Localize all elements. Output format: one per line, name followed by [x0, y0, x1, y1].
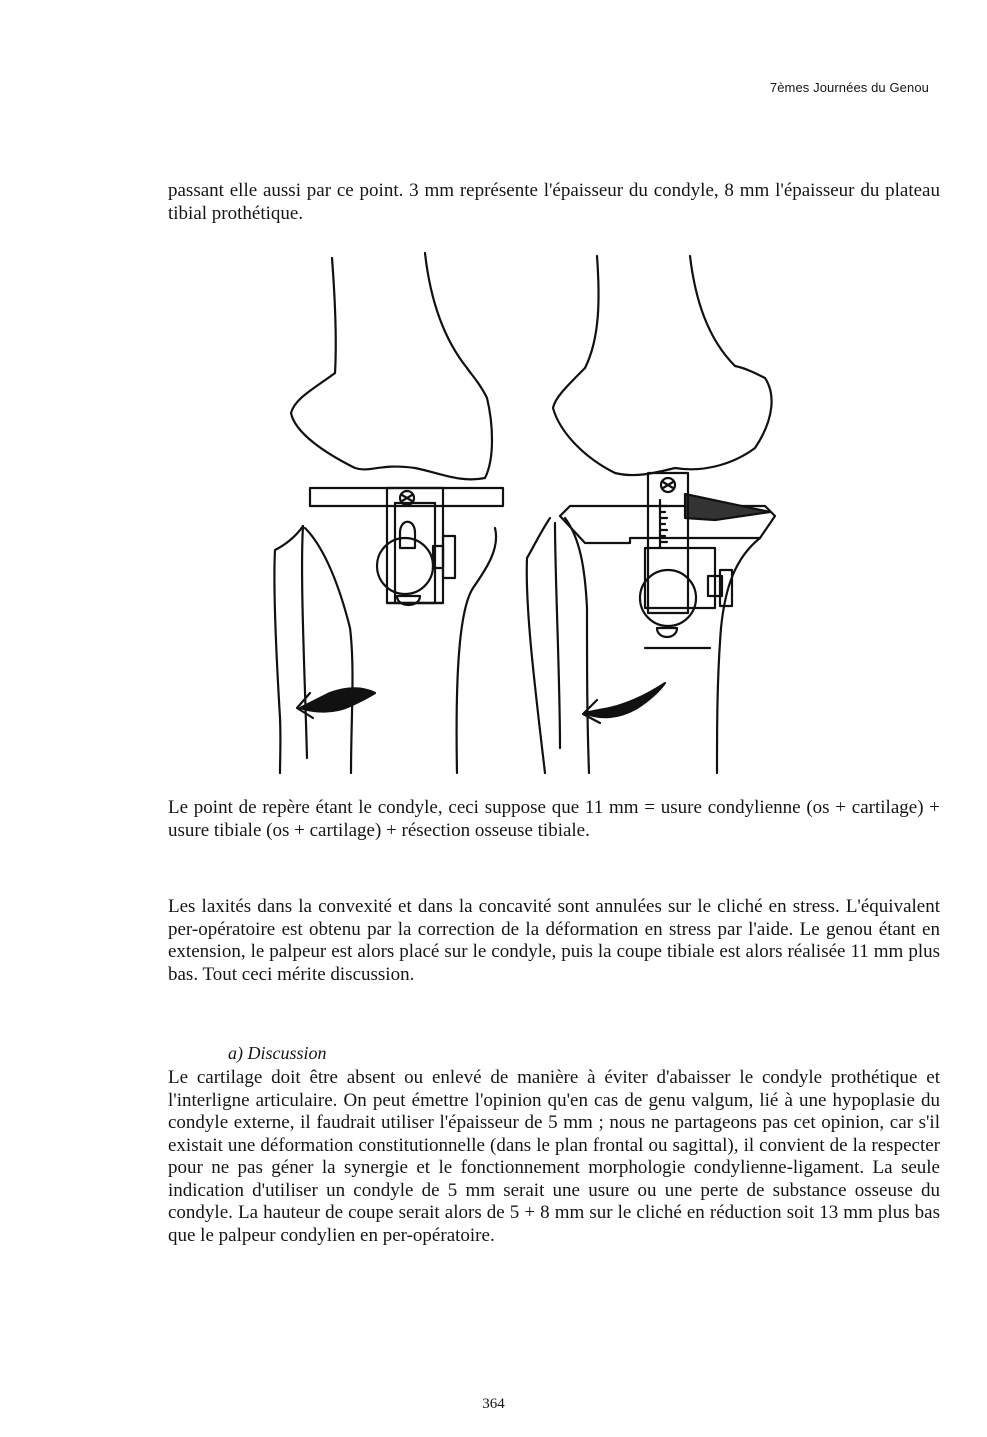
right-guide-body — [648, 473, 688, 613]
left-femur-condyles — [291, 368, 492, 479]
left-femur-shaft-right — [425, 253, 467, 368]
right-measuring-scale — [660, 500, 667, 548]
left-tibia-left-edge — [305, 528, 353, 773]
right-femur-shaft-right — [690, 256, 735, 366]
left-arrow-icon — [300, 688, 375, 711]
subheading-discussion: a) Discussion — [228, 1043, 327, 1063]
right-tibia-left-edge — [565, 518, 589, 773]
running-header: 7èmes Journées du Genou — [769, 80, 929, 95]
left-fibula — [274, 526, 303, 773]
paragraph-3: Les laxités dans la convexité et dans la concavité sont annulées sur le cliché en stress. L'équivalent per-opératoire est obtenu par la correction de la déformation en stress par l'aide. Le genou étant en extension, le palpeur est alors placé sur le condyle, puis la coupe tibiale est alors réalisée 11 mm plus bas. Tout ceci mérite discussion. — [168, 896, 940, 985]
left-tibia-right-edge — [457, 528, 497, 773]
paragraph-2: Le point de repère étant le condyle, ceci suppose que 11 mm = usure condylienne (os + cartilage) + usure tibiale (os + cartilage) + résection osseuse tibiale. — [168, 797, 940, 841]
right-femur-shaft-left — [585, 256, 599, 368]
right-tibia-right-edge — [717, 538, 760, 773]
left-knob — [377, 538, 433, 594]
paragraph-1: passant elle aussi par ce point. 3 mm représente l'épaisseur du condyle, 8 mm l'épaisseur du plateau tibial prothétique. — [168, 180, 940, 224]
left-femur-shaft-left — [332, 258, 336, 373]
paragraph-4: Le cartilage doit être absent ou enlevé de manière à éviter d'abaisser le condyle prothétique et l'interligne articulaire. On peut émettre l'opinion qu'en cas de genu valgum, lié à une hypoplasie du condyle externe, il faudrait utiliser l'épaisseur de 5 mm ; nous ne partageons pas cet opinion, car s'il existait une déformation constitutionnelle (dans le plan frontal ou sagittal), il convient de la respecter pour ne pas géner la synergie et le fonctionnement morphologie condylienne-ligament. La seule indication d'utiliser un condyle de 5 mm serait une usure ou une perte de substance osseuse du condyle. La hauteur de coupe serait alors de 5 + 8 mm sur le cliché en réduction soit 13 mm plus bas que le palpeur condylien en per-opératoire. — [168, 1067, 940, 1246]
left-knee-drawing — [274, 253, 503, 773]
page-number: 364 — [482, 1396, 505, 1412]
knee-illustration — [255, 248, 785, 778]
right-femur-condyles — [553, 366, 772, 475]
right-fibula — [527, 518, 550, 773]
right-knee-drawing — [527, 256, 775, 773]
